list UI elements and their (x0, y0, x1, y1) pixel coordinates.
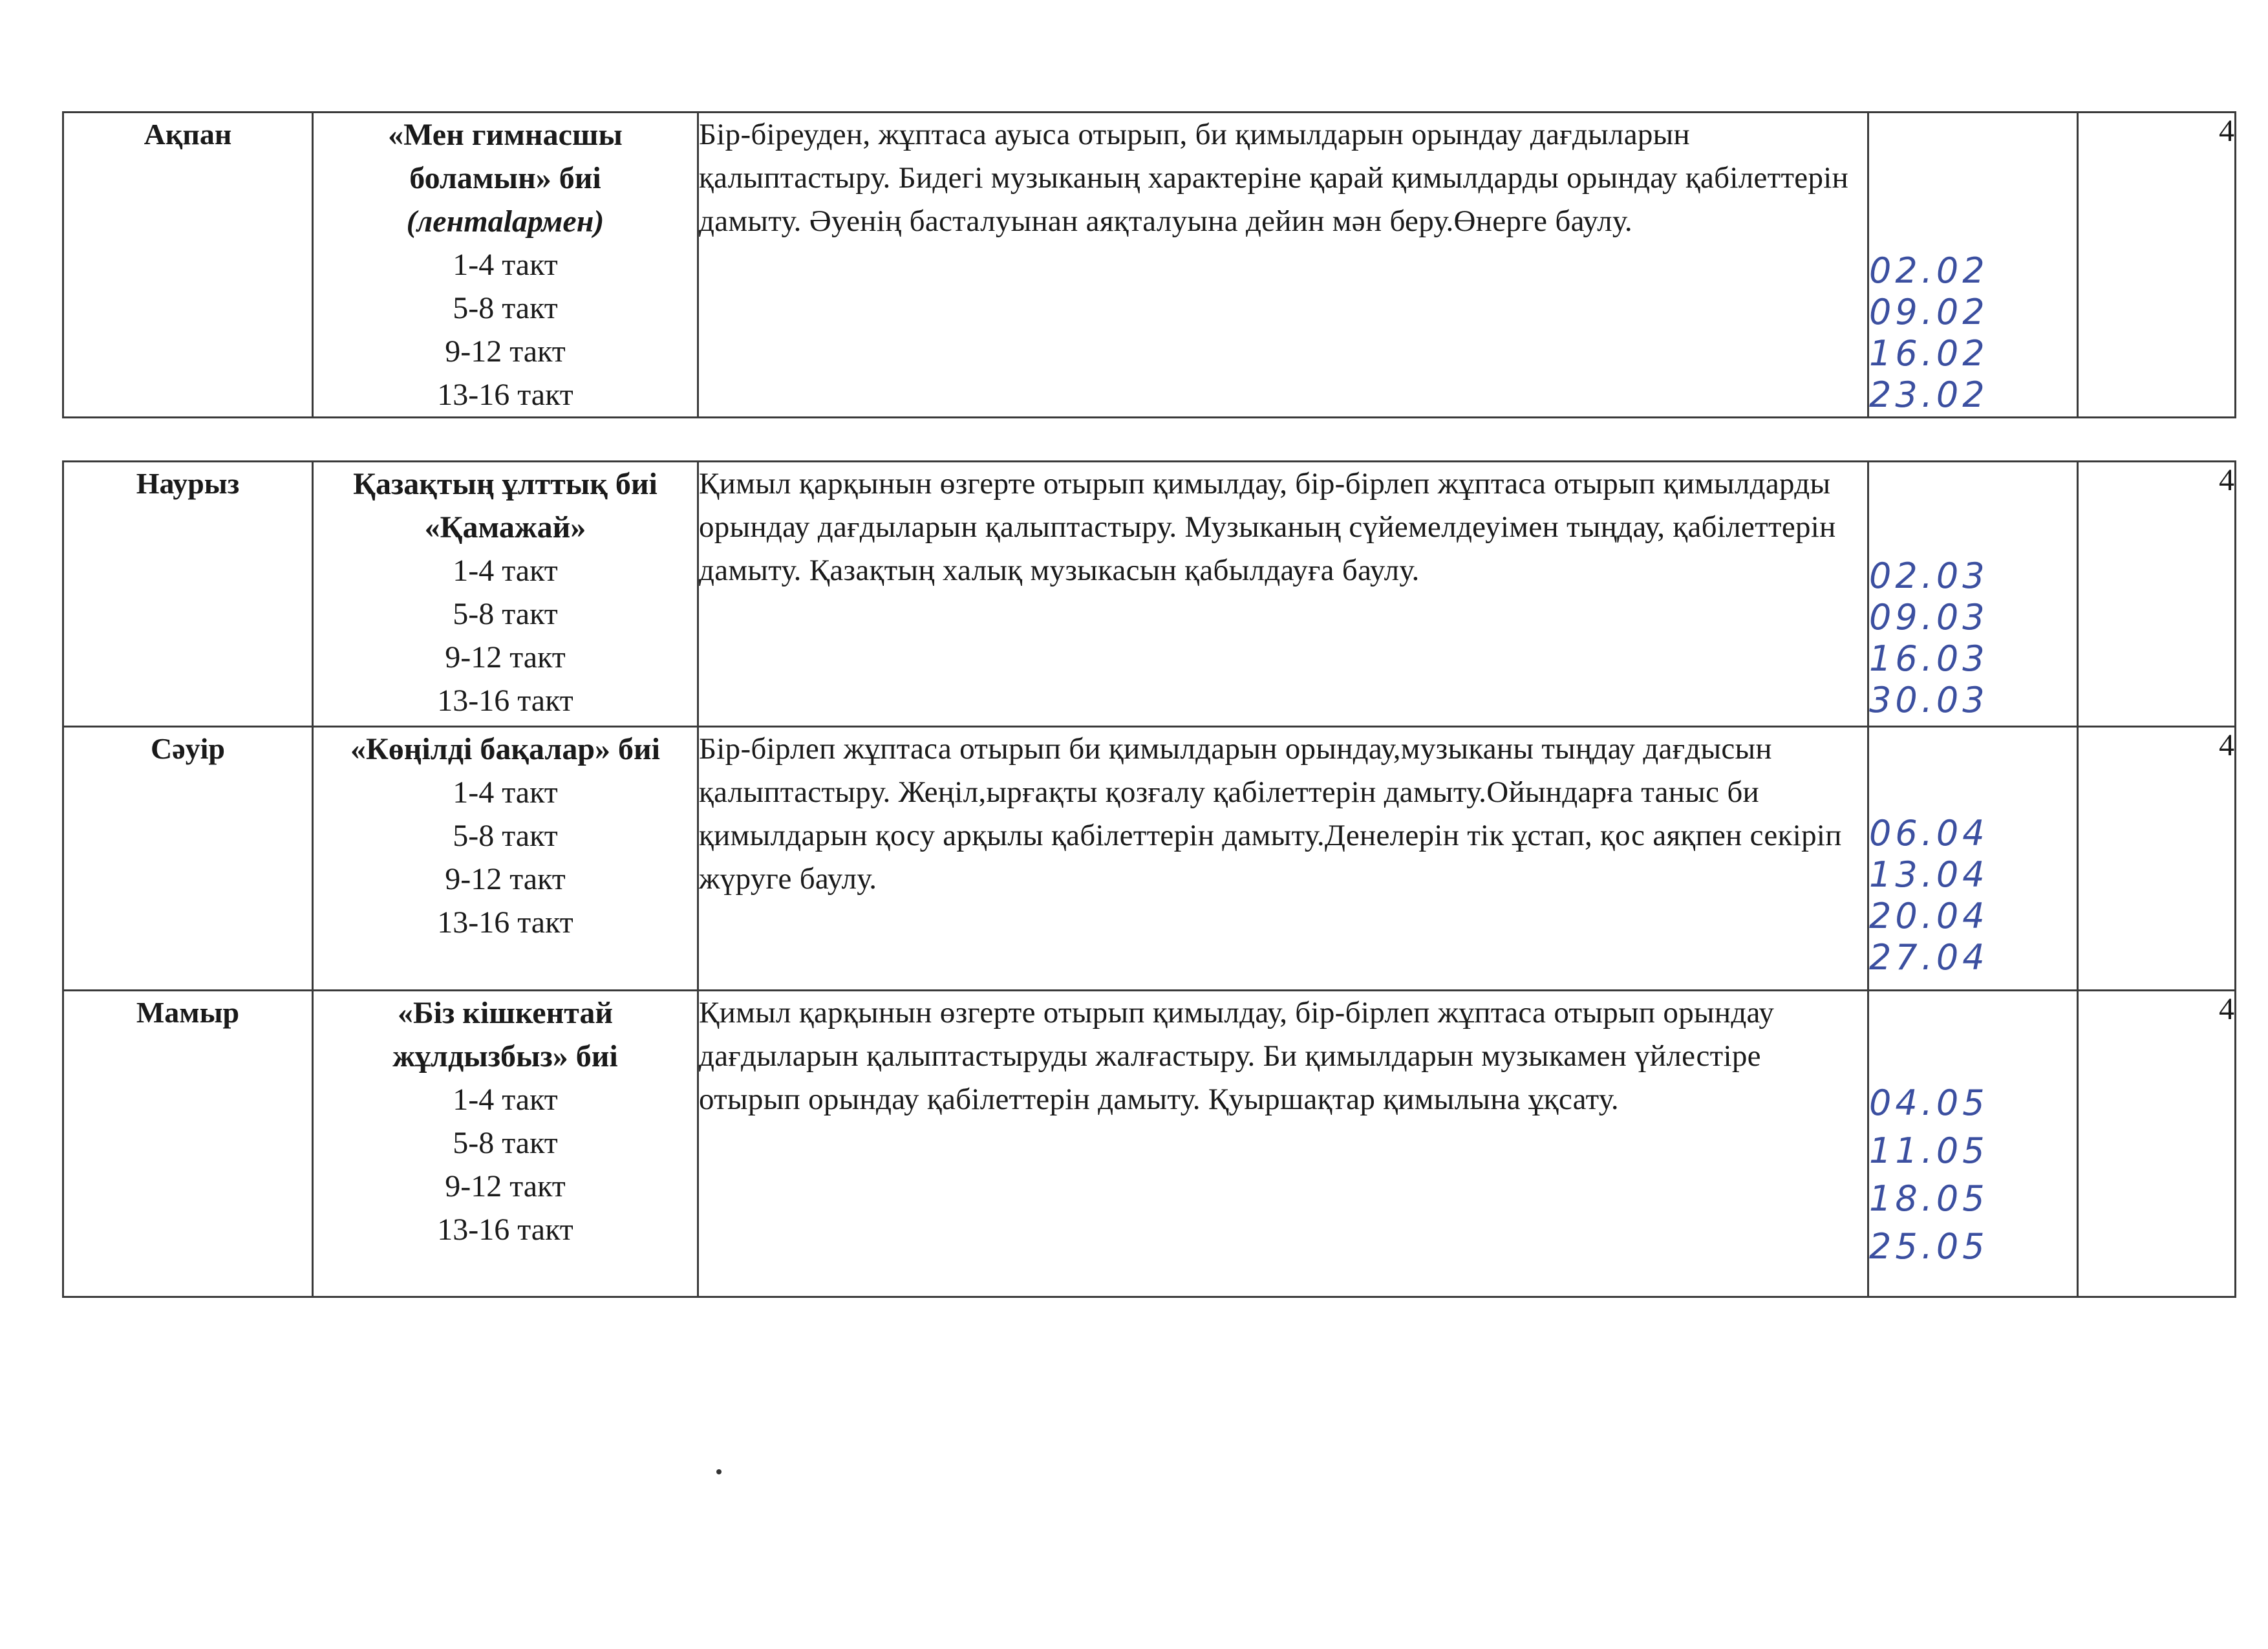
handwritten-date: 09.03 (1869, 597, 1989, 638)
bar-range: 13-16 такт (437, 684, 573, 718)
dates-cell (1868, 991, 2078, 1297)
bar-range: 9-12 такт (445, 1169, 566, 1203)
bar-range: 9-12 такт (445, 640, 566, 674)
bar-range: 9-12 такт (445, 334, 566, 369)
dates-cell (1868, 462, 2078, 727)
bar-range: 1-4 такт (453, 775, 558, 810)
goal-cell: Қимыл қарқынын өзгерте отырып қимылдау, бір-бірлеп жұптаса отырып орындау дағдыларын қалыптастыруды жалғастыру. Би қимылдарын музыкамен үйлестіре отырып орындау қабілеттерін дамыту. Қуыршақтар қимылына ұқсату. (698, 991, 1868, 1297)
hours-cell: 4 (2078, 991, 2236, 1297)
handwritten-date: 27.04 (1869, 937, 1989, 978)
month-cell: Сәуір (63, 727, 313, 991)
dance-title: «Көңілді бақалар» биі (350, 732, 661, 766)
dance-subtitle: (лентalармен) (406, 204, 604, 239)
dates-cell (1868, 727, 2078, 991)
dance-title: «Мен гимнасшы боламын» биі (388, 118, 623, 195)
table-row (63, 462, 2236, 727)
month-cell: Ақпан (63, 113, 313, 418)
dance-title-cell (313, 462, 698, 727)
goal-cell: Қимыл қарқынын өзгерте отырып қимылдау, бір-бірлеп жұптаса отырып қимылдарды орындау дағдыларын қалыптастыру. Музыканың сүйемелдеуімен тыңдау, қабілеттерін дамыту. Қазақтың халық музыкасын қабылдауға баулу. (698, 462, 1868, 727)
handwritten-date: 06.04 (1869, 813, 1989, 854)
handwritten-date: 16.02 (1869, 333, 1989, 374)
goal-cell: Бір-біреуден, жұптаса ауыса отырып, би қимылдарын орындау дағдыларын қалыптастыру. Бидегі музыканың характеріне қарай қимылдарды орындау қабілеттерін дамыту. Әуенің басталуынан аяқталуына дейин мән беру.Өнерге баулу. (698, 113, 1868, 418)
handwritten-date: 02.02 (1869, 250, 1989, 291)
bar-range: 13-16 такт (437, 905, 573, 940)
month-cell: Наурыз (63, 462, 313, 727)
bar-range: 1-4 такт (453, 248, 558, 282)
handwritten-date: 13.04 (1869, 854, 1989, 895)
dance-title: «Біз кішкентай жұлдызбыз» биі (392, 996, 618, 1073)
stray-dot-mark (716, 1469, 722, 1474)
handwritten-date: 25.05 (1869, 1226, 1989, 1267)
hours-cell: 4 (2078, 727, 2236, 991)
month-cell: Мамыр (63, 991, 313, 1297)
bar-range: 5-8 такт (453, 291, 558, 325)
bar-range: 13-16 такт (437, 1212, 573, 1247)
handwritten-date: 18.05 (1869, 1178, 1989, 1219)
table-row (63, 113, 2236, 418)
handwritten-date: 23.02 (1869, 374, 1989, 415)
handwritten-date: 04.05 (1869, 1083, 1989, 1123)
dance-title-cell (313, 113, 698, 418)
handwritten-date: 02.03 (1869, 555, 1989, 596)
handwritten-date: 09.02 (1869, 292, 1989, 332)
bar-range: 1-4 такт (453, 1083, 558, 1117)
dates-cell (1868, 113, 2078, 418)
table-row (63, 727, 2236, 991)
plan-table-february (62, 111, 2236, 418)
handwritten-date: 20.04 (1869, 896, 1989, 936)
bar-range: 5-8 такт (453, 819, 558, 853)
bar-range: 9-12 такт (445, 862, 566, 896)
hours-cell: 4 (2078, 113, 2236, 418)
table-row (63, 991, 2236, 1297)
dance-title: Қазақтың ұлттық биі «Қамажай» (353, 467, 658, 544)
handwritten-date: 11.05 (1869, 1130, 1989, 1171)
hours-cell: 4 (2078, 462, 2236, 727)
bar-range: 5-8 такт (453, 597, 558, 631)
bar-range: 1-4 такт (453, 554, 558, 588)
dance-title-cell (313, 991, 698, 1297)
bar-range: 5-8 такт (453, 1126, 558, 1160)
handwritten-date: 30.03 (1869, 680, 1989, 720)
plan-table-spring (62, 460, 2236, 1298)
dance-title-cell (313, 727, 698, 991)
handwritten-date: 16.03 (1869, 638, 1989, 679)
bar-range: 13-16 такт (437, 378, 573, 412)
goal-cell: Бір-бірлеп жұптаса отырып би қимылдарын орындау,музыканы тыңдау дағдысын қалыптастыру. Жеңіл,ырғақты қозғалу қабілеттерін дамыту.Ойындарға таныс би қимылдарын қосу арқылы қабілеттерін дамыту.Денелерін тік ұстап, қос аяқпен секіріп жүруге баулу. (698, 727, 1868, 991)
